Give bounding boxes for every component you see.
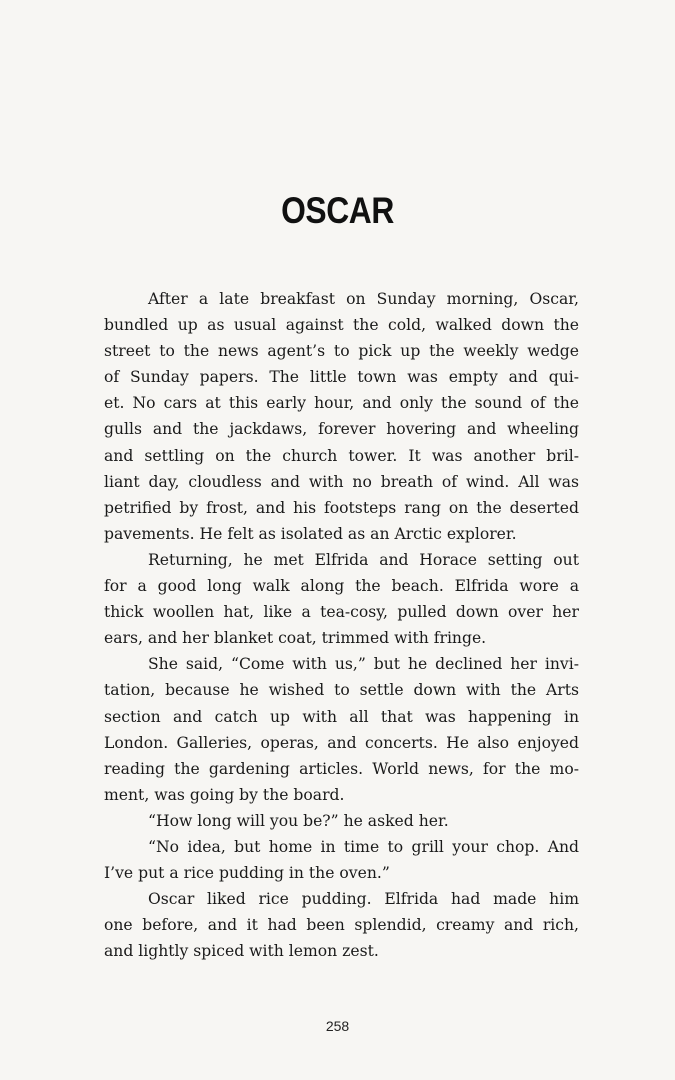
text-line: petrified by frost, and his footsteps rang on the deserted [104,498,579,517]
text-line: After a late breakfast on Sunday morning, Oscar, [148,290,579,308]
text-line: ears, and her blanket coat, trimmed with fringe. [104,629,487,648]
text-line: “How long will you be?” he asked her. [148,811,449,830]
text-line: street to the news agent’s to pick up the weekly wedge [104,342,579,361]
body-text [104,286,579,964]
text-line: liant day, cloudless and with no breath of wind. All was [104,472,579,491]
text-line: bundled up as usual against the cold, walked down the [104,316,579,335]
text-line: of Sunday papers. The little town was empty and qui- [104,368,579,387]
text-line: pavements. He felt as isolated as an Arctic explorer. [104,524,517,543]
text-line: and lightly spiced with lemon zest. [104,942,379,961]
text-line: thick woollen hat, like a tea-cosy, pulled down over her [104,603,579,622]
text-line: She said, “Come with us,” but he declined her invi- [148,655,579,674]
text-line: I’ve put a rice pudding in the oven.” [104,864,390,883]
text-line: one before, and it had been splendid, creamy and rich, [104,916,579,935]
text-line: section and catch up with all that was happening in [104,707,579,726]
text-line: ment, was going by the board. [104,785,345,804]
text-line: gulls and the jackdaws, forever hovering and wheeling [104,420,579,439]
text-line: tation, because he wished to settle down with the Arts [104,681,579,700]
text-line: et. No cars at this early hour, and only the sound of the [104,394,579,413]
text-line: and settling on the church tower. It was another bril- [104,446,579,465]
text-line: London. Galleries, operas, and concerts. He also enjoyed [104,733,579,752]
page-number: 258 [325,1018,350,1034]
chapter-title: OSCAR [281,190,394,231]
text-line: reading the gardening articles. World news, for the mo- [104,759,579,778]
text-line: Returning, he met Elfrida and Horace setting out [148,550,579,569]
text-line: Oscar liked rice pudding. Elfrida had made him [148,890,579,909]
text-line: “No idea, but home in time to grill your chop. And [148,837,579,856]
text-line: for a good long walk along the beach. Elfrida wore a [104,577,579,596]
